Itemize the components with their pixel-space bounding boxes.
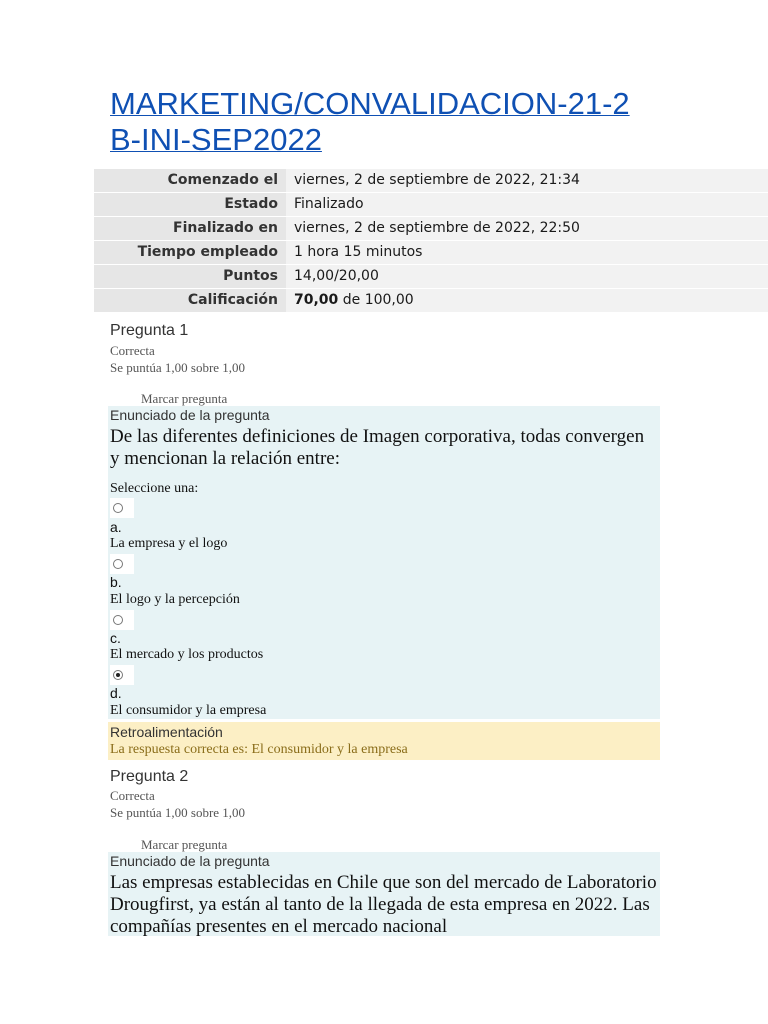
summary-row — [94, 265, 768, 289]
flag-question-link[interactable]: Marcar pregunta — [141, 837, 228, 852]
option-letter: d. — [110, 685, 122, 701]
summary-value: viernes, 2 de septiembre de 2022, 22:50 — [286, 217, 768, 241]
option-letter: b. — [110, 574, 122, 590]
option-text[interactable]: El logo y la percepción — [110, 592, 240, 607]
grade-value: 70,00 — [294, 292, 339, 308]
question-text: Las empresas establecidas en Chile que son del mercado de Laboratorio Drougfirst, ya están al tanto de la llegada de esta empresa en 2022. Las compañías presentes en el mercado nacional — [110, 872, 657, 937]
feedback-text: La respuesta correcta es: El consumidor y la empresa — [110, 742, 408, 757]
attempt-summary-table — [94, 169, 768, 313]
summary-label: Finalizado en — [94, 217, 286, 241]
feedback-box — [108, 722, 660, 760]
summary-row — [94, 289, 768, 313]
option-letter: a. — [110, 519, 122, 535]
radio-icon — [113, 503, 123, 513]
question-grade: Se puntúa 1,00 sobre 1,00 — [110, 360, 246, 375]
summary-label: Calificación — [94, 289, 286, 313]
radio-checked-icon — [113, 670, 123, 680]
question-state: Correcta — [110, 343, 155, 358]
option-text[interactable]: La empresa y el logo — [110, 536, 228, 551]
option-text[interactable]: El consumidor y la empresa — [110, 703, 267, 718]
option-letter: c. — [110, 630, 121, 646]
feedback-title: Retroalimentación — [110, 724, 223, 740]
option-d-radio[interactable] — [110, 665, 134, 685]
select-one-label: Seleccione una: — [110, 481, 199, 496]
summary-label: Puntos — [94, 265, 286, 289]
statement-label: Enunciado de la pregunta — [110, 853, 270, 869]
question-number: Pregunta 2 — [110, 768, 189, 785]
question-state: Correcta — [110, 788, 155, 803]
summary-label: Tiempo empleado — [94, 241, 286, 265]
summary-value: 1 hora 15 minutos — [286, 241, 768, 265]
question-number: Pregunta 1 — [110, 322, 189, 339]
summary-row — [94, 217, 768, 241]
flag-question-link[interactable]: Marcar pregunta — [141, 391, 228, 406]
question-text: De las diferentes definiciones de Imagen corporativa, todas convergen y mencionan la relación entre: — [110, 426, 645, 469]
quiz-title-link[interactable]: MARKETING/CONVALIDACION-21-2B-INI-SEP2022 — [110, 86, 630, 157]
radio-icon — [113, 615, 123, 625]
option-b-radio[interactable] — [110, 554, 134, 574]
summary-row — [94, 241, 768, 265]
summary-value: Finalizado — [286, 193, 768, 217]
summary-value — [286, 289, 768, 313]
question-content — [108, 406, 660, 719]
summary-value: viernes, 2 de septiembre de 2022, 21:34 — [286, 169, 768, 193]
summary-value: 14,00/20,00 — [286, 265, 768, 289]
option-text[interactable]: El mercado y los productos — [110, 647, 264, 662]
question-content — [108, 852, 660, 936]
summary-row — [94, 193, 768, 217]
summary-label: Comenzado el — [94, 169, 286, 193]
grade-max: de 100,00 — [338, 292, 414, 308]
option-c-radio[interactable] — [110, 610, 134, 630]
question-grade: Se puntúa 1,00 sobre 1,00 — [110, 805, 246, 820]
radio-icon — [113, 559, 123, 569]
summary-row — [94, 169, 768, 193]
option-a-radio[interactable] — [110, 498, 134, 518]
summary-label: Estado — [94, 193, 286, 217]
statement-label: Enunciado de la pregunta — [110, 407, 270, 423]
